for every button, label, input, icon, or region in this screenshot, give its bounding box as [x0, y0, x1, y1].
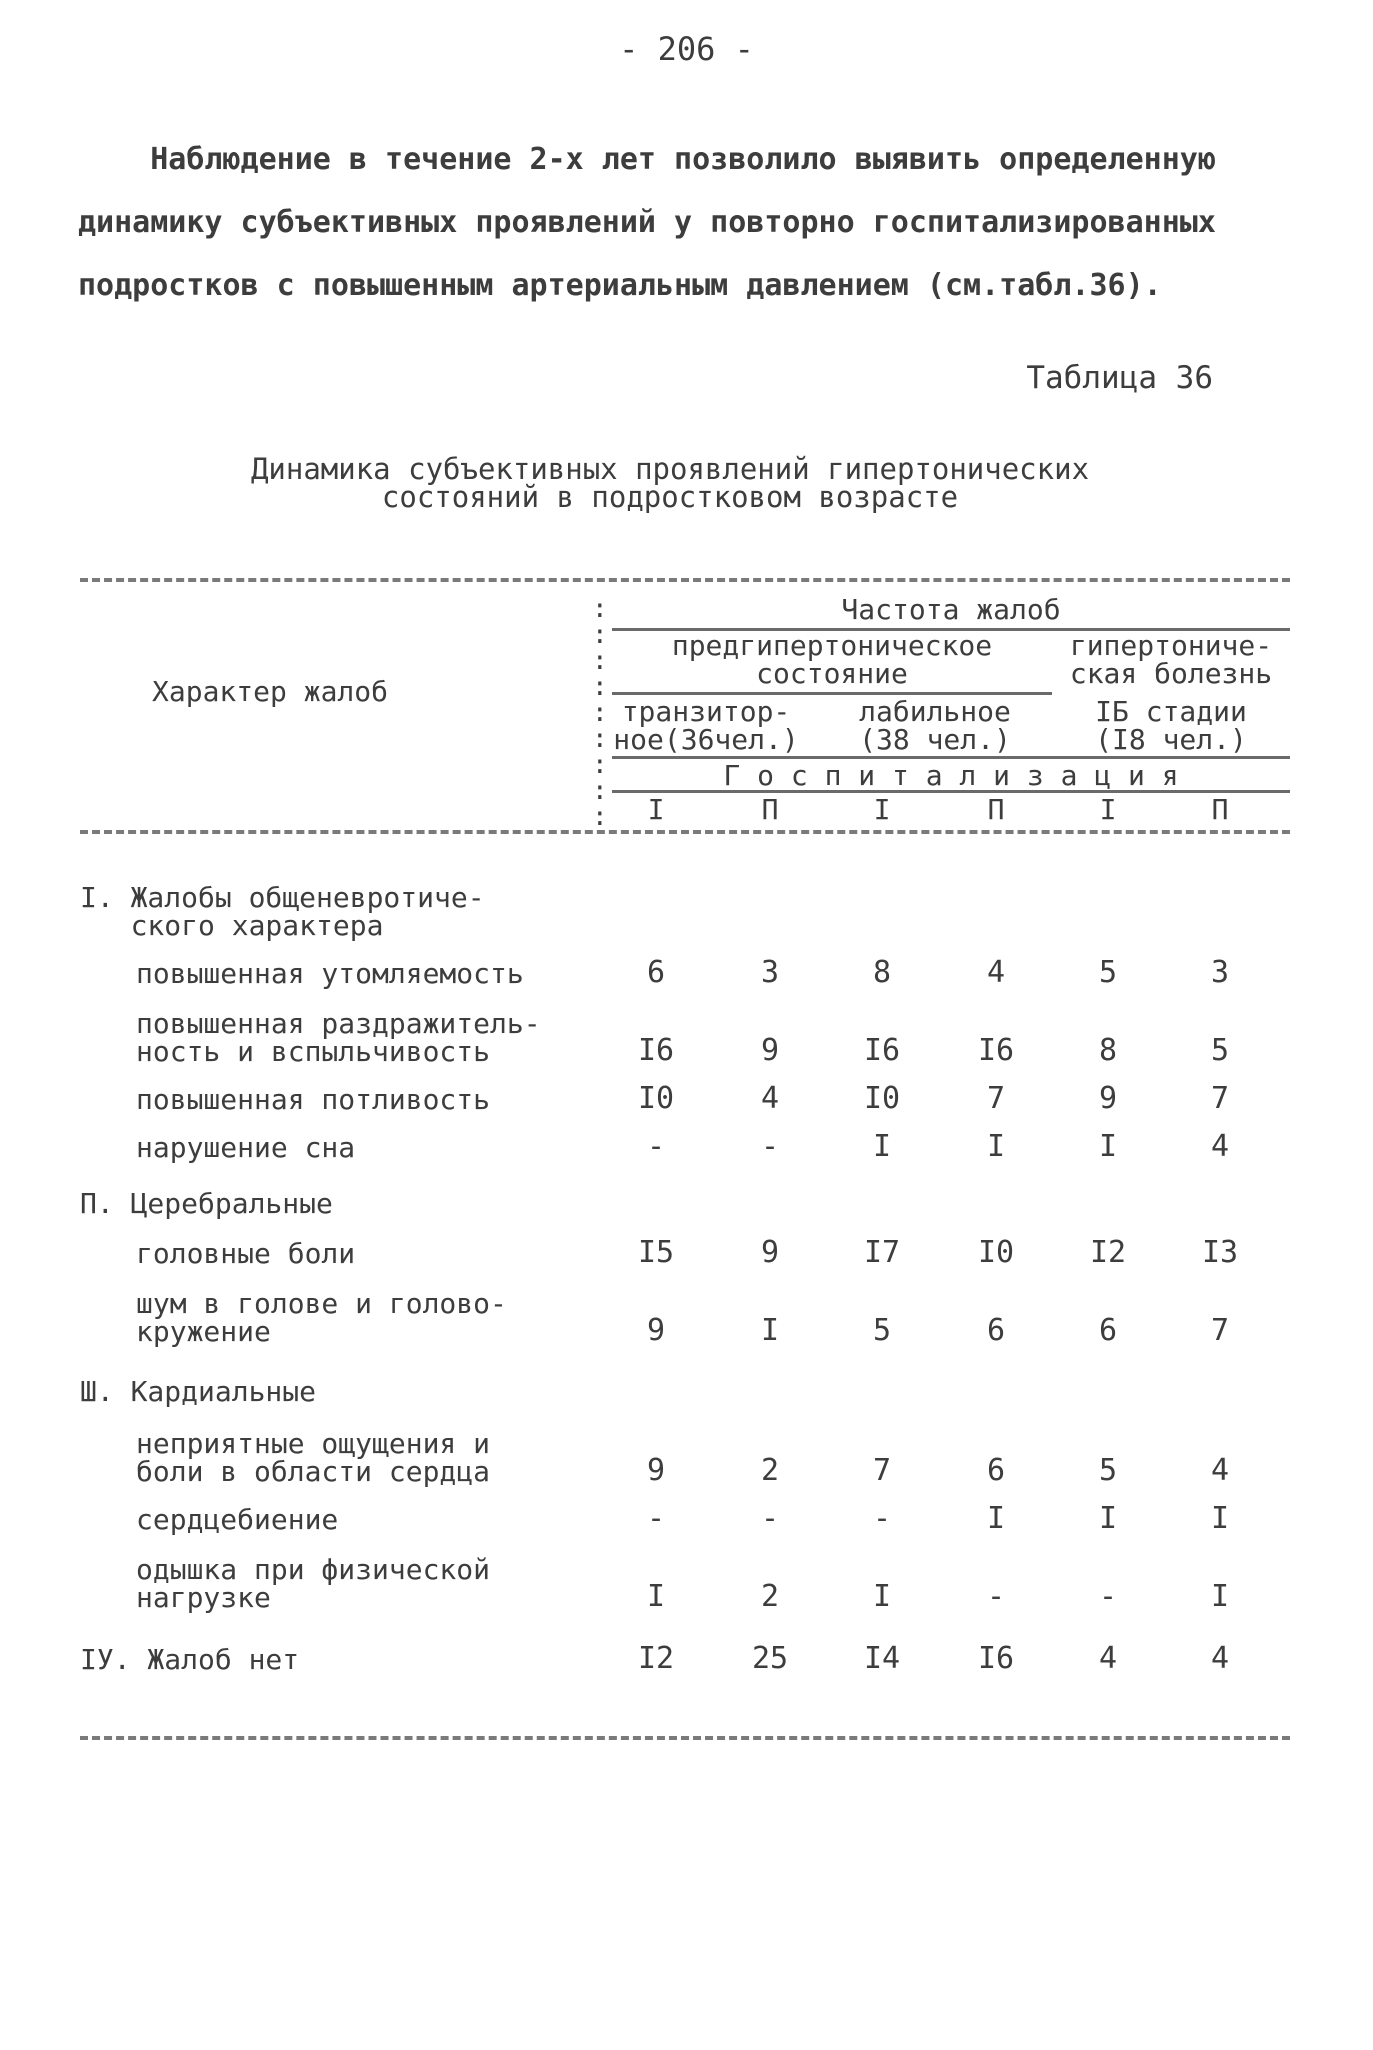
cell: I6 — [977, 1033, 1015, 1068]
cell: I — [872, 1579, 892, 1614]
cell: 4 — [1210, 1453, 1230, 1488]
cell: I — [760, 1313, 780, 1348]
group-1-label: I. Жалобы общеневротиче- — [80, 881, 485, 914]
cell: I0 — [977, 1235, 1015, 1270]
cell: 7 — [1210, 1313, 1230, 1348]
cell: 2 — [760, 1579, 780, 1614]
cell: 5 — [1210, 1033, 1230, 1068]
group-1-label-2: ского характера — [80, 909, 384, 942]
transient-header: транзитор- — [621, 695, 791, 728]
cell: 4 — [1098, 1641, 1118, 1676]
cell: 9 — [760, 1235, 780, 1270]
hosp-col-6: П — [1211, 793, 1229, 826]
row-label: головные боли — [136, 1237, 356, 1270]
paragraph-line-3: подростков с повышенным артериальным давлением (см.табл.36). — [78, 268, 1162, 303]
row-label-2: ность и вспыльчивость — [136, 1035, 491, 1068]
hosp-col-5: I — [1099, 793, 1117, 826]
header-bottom-rule — [80, 830, 1290, 834]
row-label: нарушение сна — [136, 1131, 356, 1164]
cell: 9 — [646, 1453, 666, 1488]
cell: 4 — [760, 1081, 780, 1116]
cell: 2 — [760, 1453, 780, 1488]
cell: I — [646, 1579, 666, 1614]
row-label-2: боли в области сердца — [136, 1455, 491, 1488]
row-label: одышка при физической — [136, 1553, 491, 1586]
cell: I4 — [863, 1641, 901, 1676]
cell: 6 — [1098, 1313, 1118, 1348]
cell: 5 — [1098, 1453, 1118, 1488]
cell: 6 — [646, 955, 666, 990]
cell: 25 — [751, 1641, 789, 1676]
cell: I3 — [1201, 1235, 1239, 1270]
frequency-header: Частота жалоб — [841, 593, 1061, 626]
cell: I5 — [637, 1235, 675, 1270]
row-label: повышенная утомляемость — [136, 957, 524, 990]
paragraph-line-2: динамику субъективных проявлений у повторно госпитализированных — [78, 205, 1216, 240]
cell: I6 — [977, 1641, 1015, 1676]
page-number: - 206 - — [619, 30, 754, 68]
cell: 3 — [1210, 955, 1230, 990]
cell: 7 — [872, 1453, 892, 1488]
table-bottom-rule — [80, 1736, 1290, 1740]
cell: 5 — [872, 1313, 892, 1348]
hosp-col-4: П — [987, 793, 1005, 826]
cell: 9 — [760, 1033, 780, 1068]
labile-header-2: (38 чел.) — [859, 723, 1011, 756]
cell: - — [646, 1129, 666, 1164]
cell: I — [872, 1129, 892, 1164]
table-top-rule — [80, 578, 1290, 582]
group-3-label: Ш. Кардиальные — [80, 1375, 317, 1408]
cell: 4 — [986, 955, 1006, 990]
stage-header-2: (I8 чел.) — [1095, 723, 1247, 756]
cell: I6 — [637, 1033, 675, 1068]
hosp-col-1: I — [647, 793, 665, 826]
cell: - — [760, 1501, 780, 1536]
group-2-label: П. Церебральные — [80, 1187, 333, 1220]
paragraph-line-1: Наблюдение в течение 2-х лет позволило выявить определенную — [78, 142, 1216, 177]
cell: 6 — [986, 1313, 1006, 1348]
cell: I6 — [863, 1033, 901, 1068]
cell: 9 — [646, 1313, 666, 1348]
hospitalization-header: Г о с п и т а л и з а ц и я — [723, 759, 1179, 792]
cell: I7 — [863, 1235, 901, 1270]
cell: 7 — [986, 1081, 1006, 1116]
cell: 9 — [1098, 1081, 1118, 1116]
hypertension-header-2: ская болезнь — [1069, 657, 1273, 690]
row-label-2: кружение — [136, 1315, 271, 1348]
row-label: шум в голове и голово- — [136, 1287, 507, 1320]
complaint-column-header: Характер жалоб — [152, 675, 389, 708]
labile-header: лабильное — [859, 695, 1011, 728]
cell: I2 — [1089, 1235, 1127, 1270]
cell: 6 — [986, 1453, 1006, 1488]
cell: 5 — [1098, 955, 1118, 990]
table-title-line-1: Динамика субъективных проявлений гипертонических — [250, 452, 1090, 486]
cell: 7 — [1210, 1081, 1230, 1116]
cell: - — [872, 1501, 892, 1536]
row-label: сердцебиение — [136, 1503, 339, 1536]
cell: - — [646, 1501, 666, 1536]
transient-header-2: ное(36чел.) — [613, 723, 799, 756]
table-title-line-2: состояний в подростковом возрасте — [381, 480, 959, 514]
row-label: неприятные ощущения и — [136, 1427, 491, 1460]
hospitalization-rule — [612, 790, 1290, 793]
cell: I — [1210, 1501, 1230, 1536]
cell: 4 — [1210, 1641, 1230, 1676]
cell: I — [986, 1501, 1006, 1536]
cell: - — [986, 1579, 1006, 1614]
row-label-2: нагрузке — [136, 1581, 271, 1614]
cell: - — [760, 1129, 780, 1164]
cell: I — [1098, 1501, 1118, 1536]
row-label: повышенная потливость — [136, 1083, 491, 1116]
hypertension-header: гипертониче- — [1069, 629, 1273, 662]
table-caption: Таблица 36 — [1026, 360, 1213, 396]
cell: 8 — [872, 955, 892, 990]
cell: I2 — [637, 1641, 675, 1676]
row-label: повышенная раздражитель- — [136, 1007, 541, 1040]
pre-hypertensive-header-2: состояние — [756, 657, 908, 690]
cell: - — [1098, 1579, 1118, 1614]
cell: I — [1098, 1129, 1118, 1164]
cell: I0 — [637, 1081, 675, 1116]
hosp-col-2: П — [761, 793, 779, 826]
cell: I0 — [863, 1081, 901, 1116]
group-4-label: IУ. Жалоб нет — [80, 1643, 300, 1676]
stage-header: IБ стадии — [1095, 695, 1247, 728]
cell: I — [1210, 1579, 1230, 1614]
hosp-col-3: I — [873, 793, 891, 826]
cell: 4 — [1210, 1129, 1230, 1164]
cell: 3 — [760, 955, 780, 990]
cell: 8 — [1098, 1033, 1118, 1068]
pre-hypertensive-header: предгипертоническое — [671, 629, 993, 662]
cell: I — [986, 1129, 1006, 1164]
